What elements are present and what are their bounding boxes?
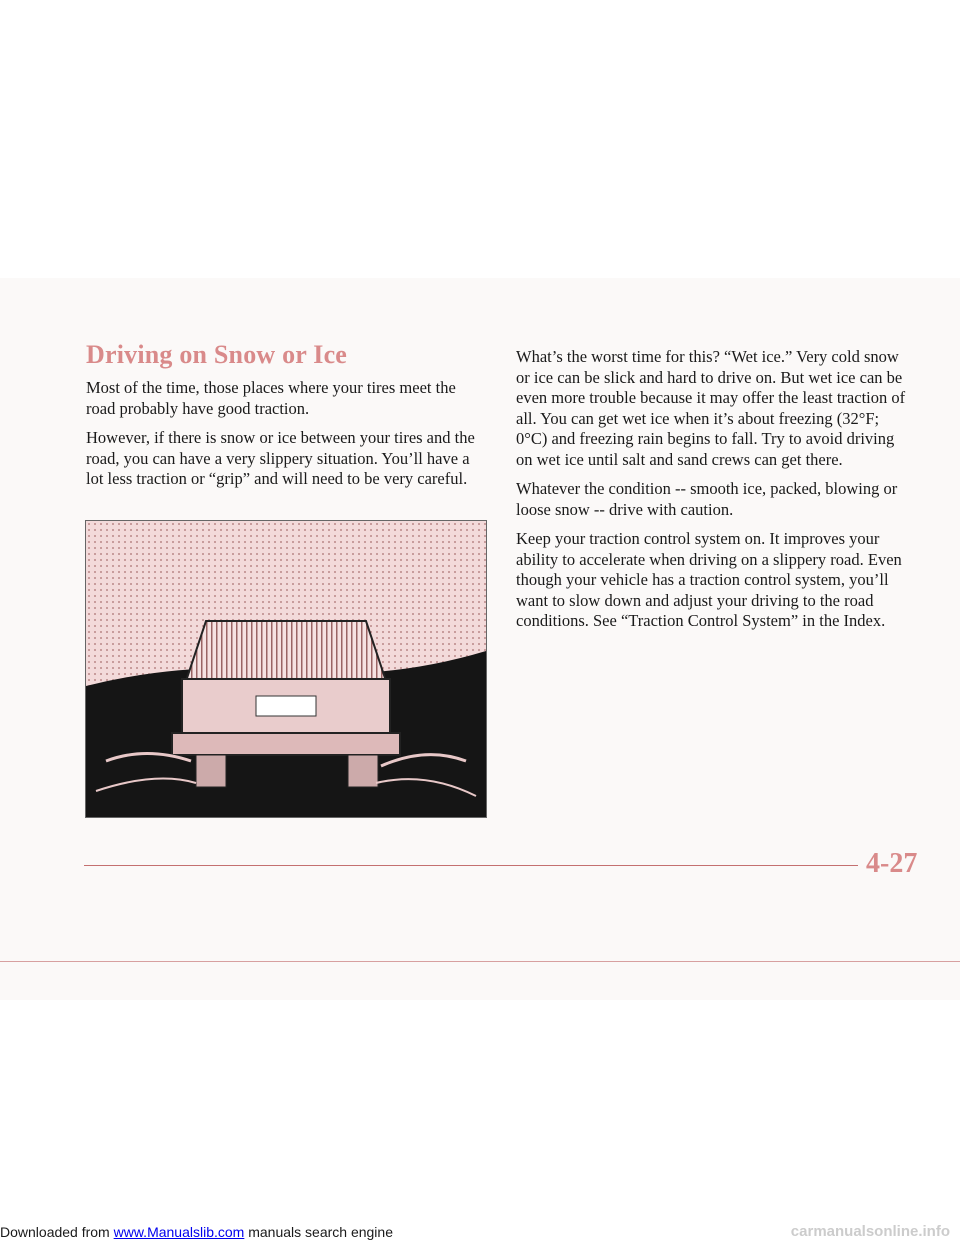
watermark: carmanualsonline.info bbox=[790, 1223, 950, 1240]
paragraph: What’s the worst time for this? “Wet ice.” Very cold snow or ice can be slick and hard to drive on. But wet ice can be even more trouble because it may offer the least traction of all. You can get wet ice when it’s about freezing (32°F; 0°C) and freezing rain begins to fall. Try to avoid driving on wet ice until salt and sand crews can get there. bbox=[516, 347, 906, 469]
footer-prefix: Downloaded from bbox=[0, 1224, 110, 1240]
page-bottom-rule bbox=[0, 961, 960, 962]
car-on-snow-illustration bbox=[85, 520, 487, 818]
page-number: 4-27 bbox=[866, 848, 918, 879]
right-column bbox=[516, 347, 912, 641]
footer-suffix: manuals search engine bbox=[248, 1224, 393, 1240]
left-column bbox=[86, 378, 481, 499]
page-rule bbox=[84, 865, 858, 866]
paragraph: Keep your traction control system on. It improves your ability to accelerate when driving on a slippery road. Even though your vehicle has a traction control system, you’ll want to slow down and adjust your driving to the road conditions. See “Traction Control System” in the Index. bbox=[516, 529, 902, 630]
footer bbox=[0, 1222, 960, 1242]
paragraph: Whatever the condition -- smooth ice, packed, blowing or loose snow -- drive with caution. bbox=[516, 479, 898, 519]
section-heading: Driving on Snow or Ice bbox=[86, 340, 348, 369]
manualslib-link[interactable]: www.Manualslib.com bbox=[113, 1224, 245, 1240]
paragraph: Most of the time, those places where your tires meet the road probably have good traction. bbox=[86, 378, 456, 418]
paragraph: However, if there is snow or ice between your tires and the road, you can have a very slippery situation. You’ll have a lot less traction or “grip” and will need to be very careful. bbox=[86, 428, 475, 488]
